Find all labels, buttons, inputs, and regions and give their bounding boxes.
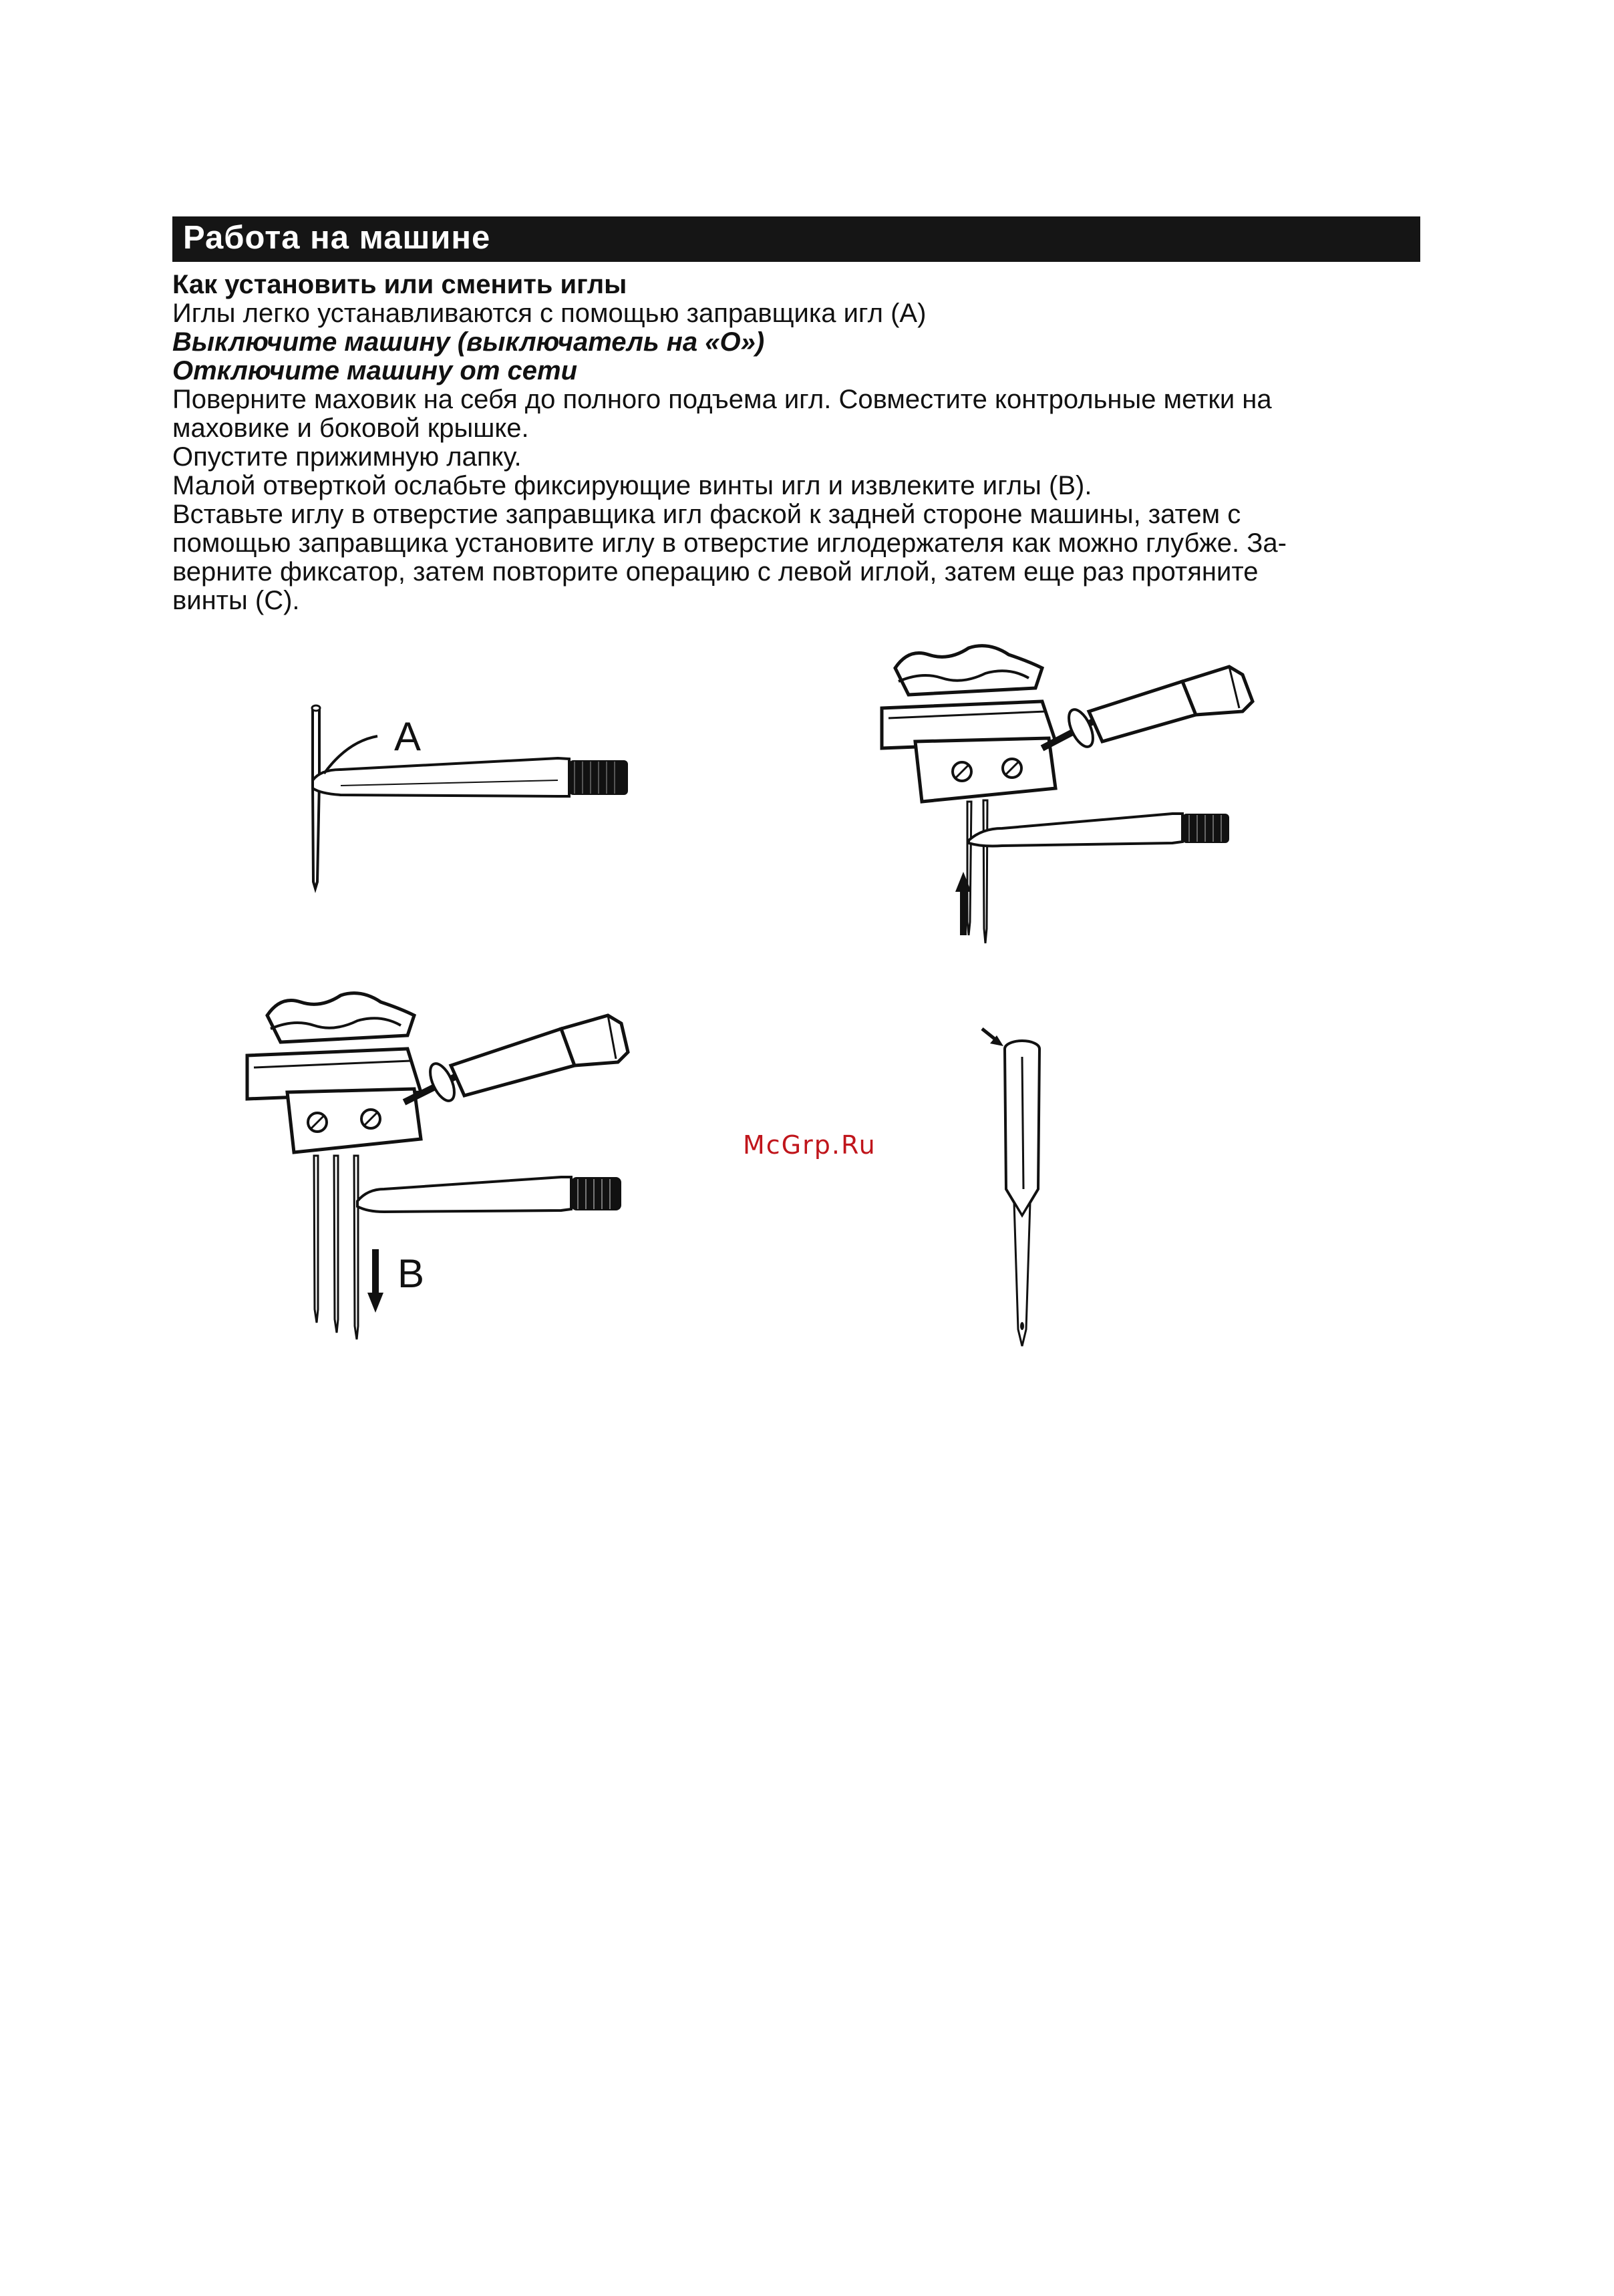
instruction-heading: Как установить или сменить иглы bbox=[172, 270, 627, 299]
figure-a-needle-threader bbox=[294, 695, 641, 895]
intro-line: Иглы легко устанавливаются с помощью заправщика игл (А) bbox=[172, 299, 927, 328]
warning-unplug: Отключите машину от сети bbox=[172, 356, 578, 385]
figure-needle-removal bbox=[227, 989, 655, 1363]
watermark-text: McGrp.Ru bbox=[743, 1130, 876, 1160]
paragraph-line: винты (С). bbox=[172, 586, 300, 615]
paragraph-line: Вставьте иглу в отверстие заправщика игл фаской к задней стороне машины, затем с bbox=[172, 500, 1241, 529]
figure-label-b: B bbox=[397, 1251, 425, 1296]
paragraph-line: маховике и боковой крышке. bbox=[172, 414, 529, 443]
figure-single-needle bbox=[969, 1022, 1102, 1356]
paragraph-line: помощью заправщика установите иглу в отверстие иглодержателя как можно глубже. За- bbox=[172, 528, 1287, 558]
paragraph-line: Поверните маховик на себя до полного подъема игл. Совместите контрольные метки на bbox=[172, 385, 1272, 414]
figure-label-a: A bbox=[394, 714, 422, 759]
paragraph-line: верните фиксатор, затем повторите операцию с левой иглой, затем еще раз протяните bbox=[172, 557, 1259, 587]
figure-needle-insertion bbox=[868, 641, 1283, 1015]
warning-power-off: Выключите машину (выключатель на «О») bbox=[172, 327, 765, 357]
instruction-text bbox=[172, 271, 1428, 615]
section-header bbox=[172, 216, 1420, 262]
section-title: Работа на машине bbox=[183, 220, 491, 256]
paragraph-line: Опустите прижимную лапку. bbox=[172, 442, 522, 472]
paragraph-line: Малой отверткой ослабьте фиксирующие винты игл и извлеките иглы (В). bbox=[172, 471, 1092, 500]
